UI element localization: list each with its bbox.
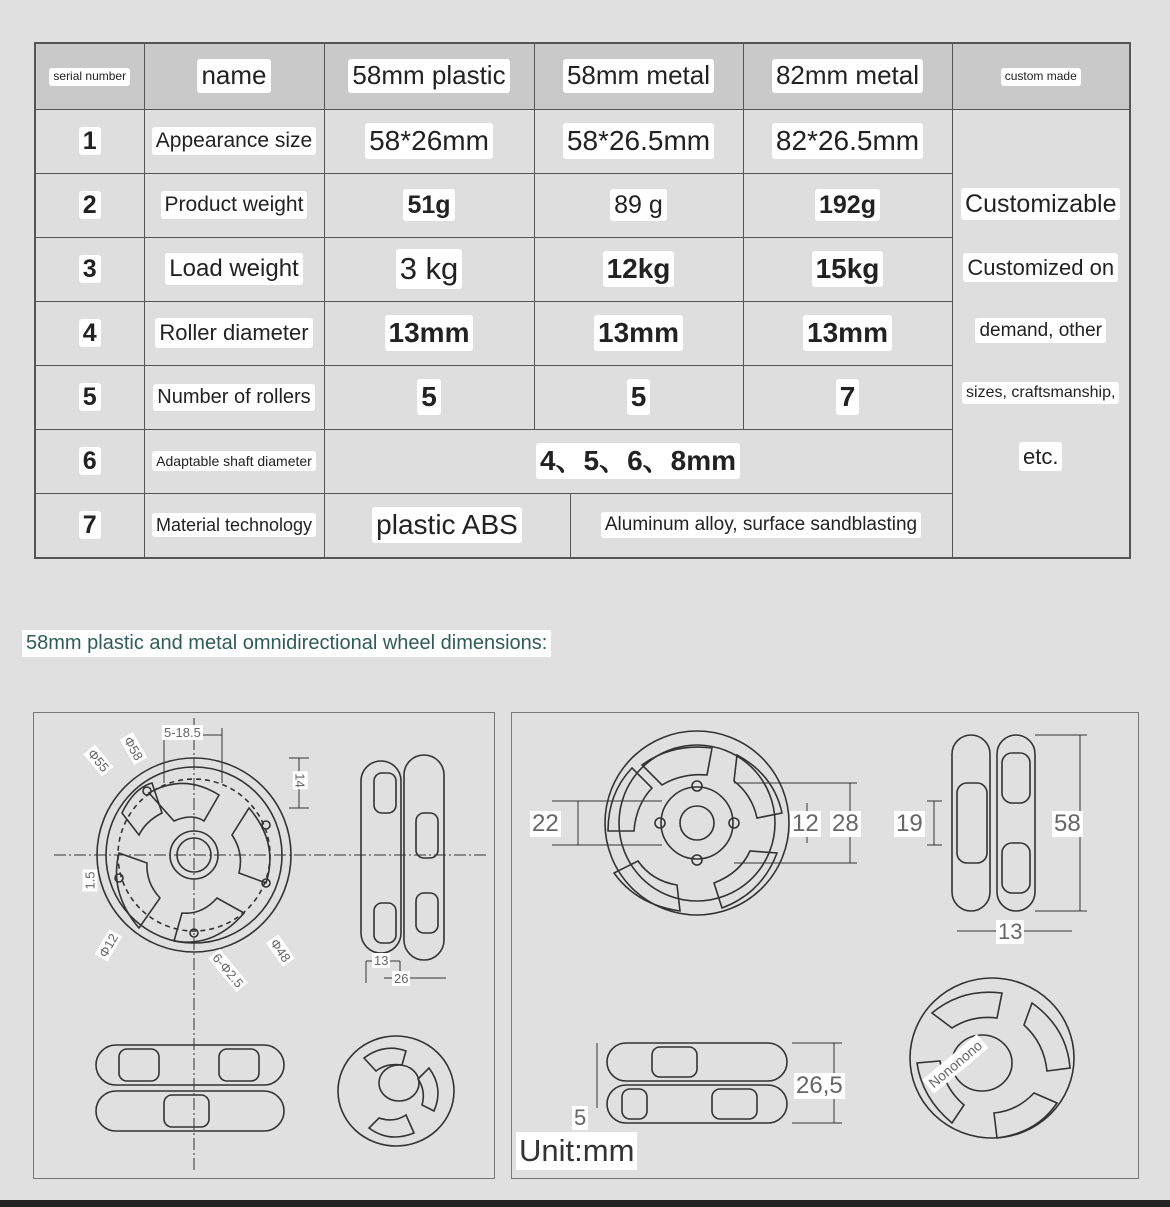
row-number: 1 xyxy=(79,127,101,156)
row-name: Roller diameter xyxy=(155,318,312,347)
cell-plastic-material: plastic ABS xyxy=(372,507,522,543)
cell-58mm-plastic: 51g xyxy=(403,189,454,222)
custom-line-2: Customized on xyxy=(963,253,1118,282)
row-name: Material technology xyxy=(152,513,316,538)
bottom-divider xyxy=(0,1200,1170,1207)
dim-label: 22 xyxy=(532,810,559,837)
metal-wheel-drawing xyxy=(511,712,1139,1179)
cell-58mm-metal: 5 xyxy=(627,379,651,415)
row-number: 4 xyxy=(79,319,101,348)
row-number: 2 xyxy=(79,191,101,220)
plastic-wheel-drawing xyxy=(33,712,495,1179)
cell-shaft-diameters: 4、5、6、8mm xyxy=(536,443,740,479)
table-header-row xyxy=(35,43,1130,109)
dim-label: Φ55 xyxy=(84,746,113,775)
row-name: Product weight xyxy=(161,191,308,219)
custom-line-5: etc. xyxy=(1019,442,1062,471)
header-serial-number: serial number xyxy=(49,68,130,86)
dim-label: 19 xyxy=(896,810,923,837)
dim-label: Φ48 xyxy=(267,936,294,965)
row-name: Appearance size xyxy=(152,127,316,155)
unit-label: Unit:mm xyxy=(516,1132,637,1170)
drawing-caption: 58mm plastic and metal omnidirectional wheel dimensions: xyxy=(22,630,551,657)
cell-metal-material: Aluminum alloy, surface sandblasting xyxy=(601,512,921,538)
dim-label: 5 xyxy=(574,1105,587,1130)
header-58mm-plastic: 58mm plastic xyxy=(348,59,509,93)
spec-table xyxy=(34,42,1131,559)
dim-label: 26,5 xyxy=(796,1072,843,1099)
cell-58mm-metal: 89 g xyxy=(610,189,667,222)
dim-label: 5-18.5 xyxy=(164,725,201,740)
row-number: 5 xyxy=(79,383,101,412)
dim-label: 14 xyxy=(292,773,308,788)
dim-label: Φ12 xyxy=(95,930,122,961)
row-name: Number of rollers xyxy=(153,384,314,411)
custom-line-3: demand, other xyxy=(975,318,1106,344)
dim-label: 28 xyxy=(832,810,859,837)
row-number: 7 xyxy=(79,511,101,540)
header-82mm-metal: 82mm metal xyxy=(772,59,923,93)
custom-made-cell xyxy=(952,109,1130,558)
dim-label: Φ58 xyxy=(120,733,147,764)
cell-82mm-metal: 7 xyxy=(836,379,860,415)
header-58mm-metal: 58mm metal xyxy=(563,59,714,93)
cell-82mm-metal: 15kg xyxy=(812,251,884,287)
header-custom-made: custom made xyxy=(1001,68,1081,86)
cell-82mm-metal: 13mm xyxy=(803,315,892,351)
custom-line-1: Customizable xyxy=(961,188,1120,221)
dim-label: 26 xyxy=(394,971,409,986)
dim-label: 6-Φ2.5 xyxy=(209,950,247,991)
cell-58mm-metal: 58*26.5mm xyxy=(563,123,714,159)
dim-label: 13 xyxy=(998,919,1023,944)
cell-58mm-metal: 13mm xyxy=(594,315,683,351)
cell-58mm-plastic: 3 kg xyxy=(396,249,463,289)
cell-58mm-plastic: 58*26mm xyxy=(365,123,493,159)
row-number: 3 xyxy=(79,255,101,284)
row-name: Adaptable shaft diameter xyxy=(152,451,316,471)
row-number: 6 xyxy=(79,447,101,476)
custom-line-4: sizes, craftsmanship, xyxy=(962,382,1119,404)
dim-label: 12 xyxy=(792,810,819,837)
cell-58mm-plastic: 13mm xyxy=(385,315,474,351)
dim-label: 1.5 xyxy=(82,871,98,890)
cell-58mm-plastic: 5 xyxy=(417,379,441,415)
cell-58mm-metal: 12kg xyxy=(603,251,675,287)
metal-wheel-svg xyxy=(512,713,1138,1178)
cell-82mm-metal: 82*26.5mm xyxy=(772,123,923,159)
cell-82mm-metal: 192g xyxy=(815,189,880,222)
watermark-label: Nononono xyxy=(922,1034,988,1093)
dim-label: 58 xyxy=(1054,810,1081,837)
dim-label: 13 xyxy=(374,953,389,968)
header-name: name xyxy=(197,59,270,93)
table-row xyxy=(35,109,1130,173)
row-name: Load weight xyxy=(165,253,302,285)
